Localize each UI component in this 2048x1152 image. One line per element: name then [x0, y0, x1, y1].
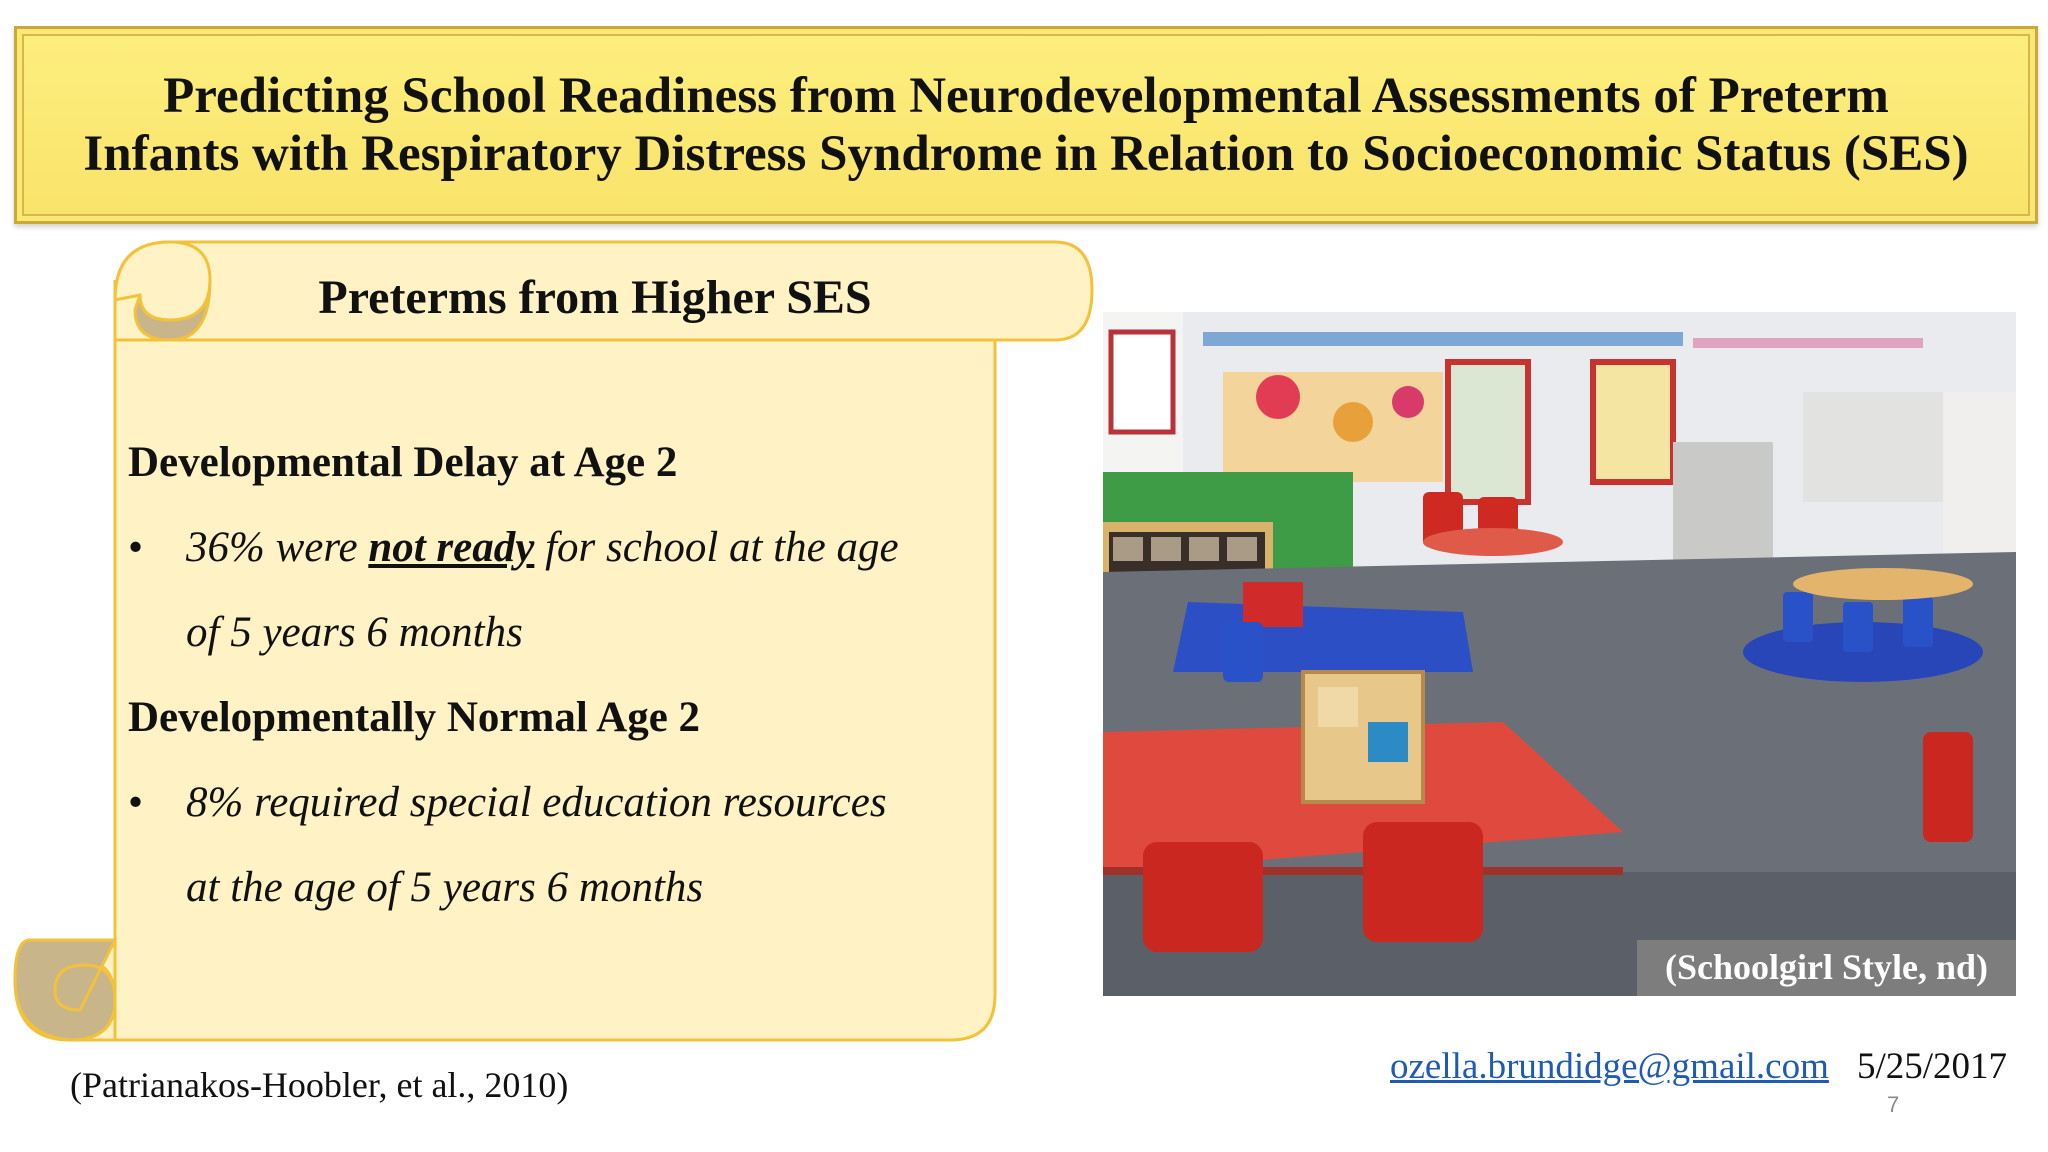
bullet-text-pre: 36% were [186, 524, 369, 571]
section-heading-delay: Developmental Delay at Age 2 [128, 439, 678, 486]
bullet-marker: • [128, 779, 144, 826]
classroom-illustration [1103, 312, 2016, 996]
email-link[interactable]: ozella.brundidge@gmail.com [1390, 1046, 1829, 1087]
bullet-text-emphasis: not ready [368, 524, 535, 571]
section-heading-normal: Developmentally Normal Age 2 [128, 694, 701, 741]
bullet-text-post: for school at the age [534, 524, 899, 571]
bullet-text-line-1: 8% required special education resources [186, 779, 887, 826]
classroom-photo [1103, 312, 2016, 996]
citation: (Patrianakos-Hoobler, et al., 2010) [70, 1065, 569, 1105]
scroll-body [128, 420, 988, 930]
title-line-1: Predicting School Readiness from Neurodevelopmental Assessments of Preterm [163, 68, 1889, 124]
bullet-text-line-2: at the age of 5 years 6 months [186, 864, 704, 911]
bullet-text-continuation: of 5 years 6 months [186, 609, 523, 656]
slide-title [73, 67, 1978, 183]
title-banner [14, 26, 2038, 224]
scroll-header: Preterms from Higher SES [318, 271, 872, 324]
bullet-not-ready [128, 505, 988, 675]
slide-date: 5/25/2017 [1857, 1046, 2008, 1087]
title-line-2: Infants with Respiratory Distress Syndrome in Relation to Socioeconomic Status (SES) [83, 126, 1969, 182]
bullet-special-education [128, 760, 988, 930]
page-number: 7 [1887, 1092, 1900, 1117]
photo-caption: (Schoolgirl Style, nd) [1637, 940, 2016, 996]
bullet-marker: • [128, 524, 144, 571]
